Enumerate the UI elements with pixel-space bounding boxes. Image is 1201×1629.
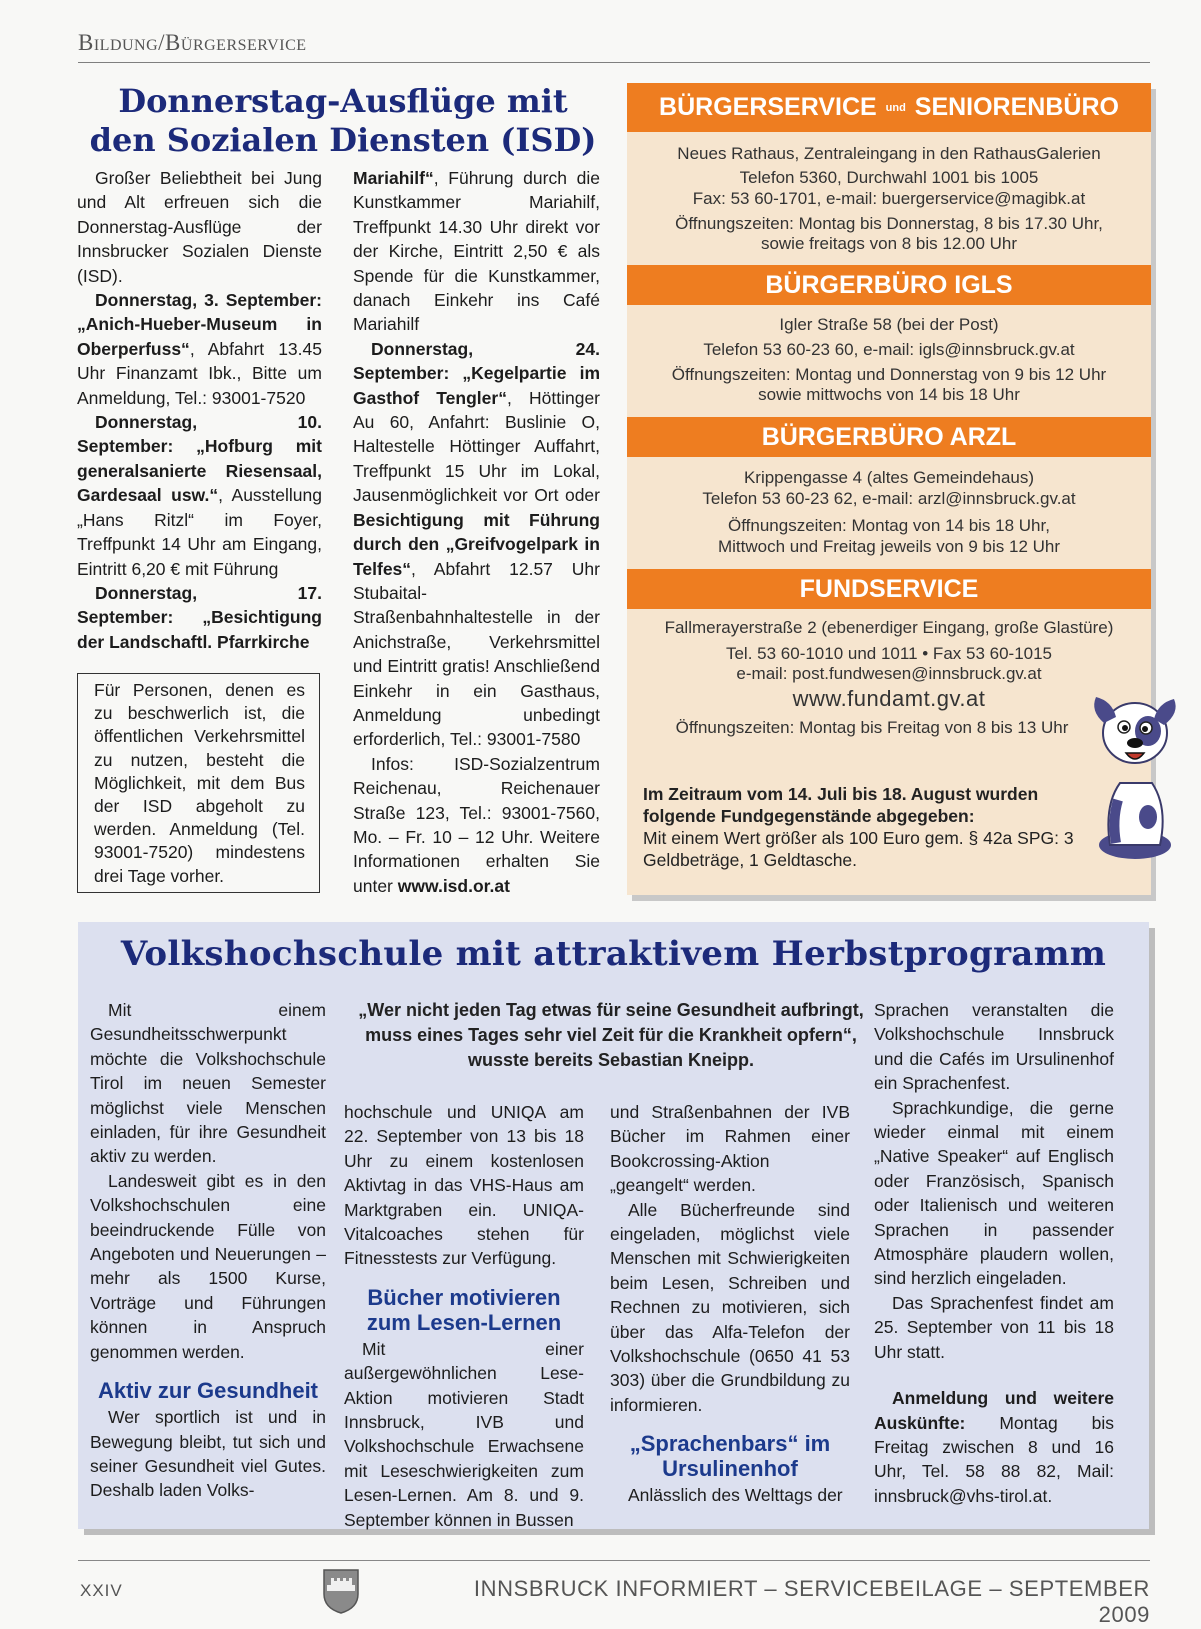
fund-address: Fallmerayerstraße 2 (ebenerdiger Eingang, große Glastüre): [664, 618, 1114, 637]
fund-phone-fax: Tel. 53 60-1010 und 1011 • Fax 53 60-1015: [725, 644, 1053, 663]
innsbruck-crest-icon: [322, 1568, 360, 1614]
isd-trip-10-sept: [77, 410, 322, 581]
kneipp-quote: „Wer nicht jeden Tag etwas für seine Gesundheit aufbringt, muss eines Tages sehr viel Zeit für die Krankheit opfern“, wusste bereits Sebastian Kneipp.: [358, 1000, 864, 1070]
header-divider: [78, 62, 1150, 63]
fundservice-header: FUNDSERVICE: [627, 569, 1151, 609]
vhs-welttag: Anlässlich des Welttags der: [628, 1485, 843, 1506]
isd-trip-3-heading: Donnerstag, 3. September: „Anich-Hueber-Museum in Oberperfuss“: [77, 290, 322, 359]
section-heading: Bildung/Bürgerservice: [78, 30, 307, 55]
vhs-column-3: [610, 1100, 850, 1508]
vhs-panel: [78, 922, 1149, 1529]
heading-aktiv-gesundheit: Aktiv zur Gesundheit: [97, 1378, 319, 1404]
isd-trip-10-heading: Donnerstag, 10. September: „Hofburg mit generalsanierte Riesensaal, Gardesaal usw.“: [77, 412, 322, 506]
isd-infos: [353, 752, 600, 898]
igls-hours-wed: sowie mittwochs von 14 bis 18 Uhr: [758, 385, 1020, 404]
isd-trip-24-heading: Donnerstag, 24. September: „Kegelpartie im Gasthof Tengler“: [353, 338, 600, 408]
vhs-sprachkundige: Sprachkundige, die gerne wieder einmal mit einem „Native Speaker“ auf Englisch oder Französisch, Spanisch oder Italienisch und weiteren Sprachen in passender Atmosphäre plaudern wollen, sind herzlich eingeladen.: [874, 1097, 1114, 1289]
isd-column-1: [77, 166, 322, 654]
buergerservice-hours-friday: sowie freitags von 8 bis 12.00 Uhr: [760, 234, 1018, 253]
isd-intro: Großer Beliebtheit bei Jung und Alt erfreuen sich die Donnerstag-Ausflüge der Innsbrucker Sozialen Dienste (ISD).: [77, 168, 322, 286]
buergerservice-phone: Telefon 5360, Durchwahl 1001 bis 1005: [739, 168, 1039, 187]
buergerservice-fax-email: Fax: 53 60-1701, e-mail: buergerservice@magibk.at: [692, 189, 1086, 208]
isd-trip-24-details: , Höttinger Au 60, Anfahrt: Buslinie O, Haltestelle Höttinger Auffahrt, Treffpunkt 15 Uhr im Lokal, Jausenmöglichkeit vor Ort oder: [353, 387, 600, 506]
isd-trip-24-sept: [353, 337, 600, 752]
fund-hours: Öffnungszeiten: Montag bis Freitag von 8 bis 13 Uhr: [675, 718, 1069, 737]
buergerservice-panel: [627, 83, 1151, 895]
buergerservice-title: BÜRGERSERVICE: [659, 93, 877, 121]
fund-items-note: [643, 783, 1103, 871]
heading-buecher-motivieren: Bücher motivieren zum Lesen-Lernen: [366, 1284, 562, 1335]
isd-trip-17-heading-cont: Mariahilf“: [353, 168, 434, 188]
isd-article-title: [78, 82, 608, 160]
vhs-column-4: [874, 998, 1114, 1508]
footer-publication-title: INNSBRUCK INFORMIERT – SERVICEBEILAGE – SEPTEMBER 2009: [473, 1576, 1150, 1627]
isd-trip-17-heading: Donnerstag, 17. September: „Besichtigung der Landschaftl. Pfarrkirche: [77, 582, 322, 652]
isd-trip-24-alt-details: , Abfahrt 12.57 Uhr Stubaital-Straßenbahnhaltestelle in der Anichstraße, Verkehrsmittel und Eintritt gratis! Anschließend Einkehr in ein Gasthaus, Anmeldung unbedingt erforderlich, Tel.: 93001-7580: [353, 558, 600, 750]
fund-items-list: Mit einem Wert größer als 100 Euro gem. § 42a SPG: 3 Geldbeträge, 1 Geldtasche.: [643, 828, 1074, 870]
arzl-header: BÜRGERBÜRO ARZL: [627, 417, 1151, 457]
arzl-address: Krippengasse 4 (altes Gemeindehaus): [743, 468, 1035, 487]
isd-title-line-1: Donnerstag-Ausflüge mit: [118, 82, 568, 120]
vhs-courses: Landesweit gibt es in den Volkshochschulen eine beeindruckende Fülle von Angeboten und Neuerungen – mehr als 1500 Kurse, Vorträge und Führungen können in Anspruch genommen werden.: [90, 1170, 326, 1362]
vhs-column-1: [90, 998, 326, 1503]
vhs-title: Volkshochschule mit attraktivem Herbstprogramm: [120, 934, 1107, 974]
isd-trip-10-details: , Ausstellung „Hans Ritzl“ im Foyer, Treffpunkt 14 Uhr am Eingang, Eintritt 6,20 € mit Führung: [77, 485, 323, 579]
vhs-bookcrossing: und Straßenbahnen der IVB Bücher im Rahmen einer Bookcrossing-Aktion „geangelt“ werden.: [610, 1102, 850, 1196]
isd-website-link[interactable]: www.isd.or.at: [397, 875, 510, 896]
heading-sprachenbars: „Sprachenbars“ im Ursulinenhof: [629, 1431, 831, 1482]
vhs-sprachenfest-date: Das Sprachenfest findet am 25. September von 11 bis 18 Uhr statt.: [874, 1292, 1114, 1362]
isd-transport-box: Für Personen, denen es zu beschwerlich ist, die öffentlichen Verkehrsmittel zu nutzen, besteht die Möglichkeit, mit dem Bus der ISD abgeholt zu werden. Anmeldung (Tel. 93001-7520) mindestens drei Tage vorher.: [77, 673, 320, 893]
igls-header: BÜRGERBÜRO IGLS: [627, 265, 1151, 305]
isd-column-2: [353, 166, 600, 898]
vhs-anmeldung: [874, 1386, 1114, 1508]
isd-trip-17-continued: [353, 166, 600, 337]
igls-address: Igler Straße 58 (bei der Post): [779, 315, 999, 334]
vhs-aktiv-text: Wer sportlich ist und in Bewegung bleibt, tut sich und seiner Gesundheit viel Gutes. Deshalb laden Volks-: [90, 1407, 326, 1501]
isd-trip-3-sept: [77, 288, 322, 410]
buergerservice-title-und: und: [885, 101, 906, 114]
isd-title-line-2: den Sozialen Diensten (ISD): [89, 121, 597, 159]
isd-trip-3-details: , Abfahrt 13.45 Uhr Finanzamt Ibk., Bitte um Anmeldung, Tel.: 93001-7520: [77, 338, 322, 408]
igls-hours: Öffnungszeiten: Montag und Donnerstag von 9 bis 12 Uhr: [671, 365, 1107, 384]
arzl-hours: Öffnungszeiten: Montag von 14 bis 18 Uhr,: [728, 516, 1050, 535]
fund-website[interactable]: www.fundamt.gv.at: [792, 686, 986, 711]
fund-items-heading: Im Zeitraum vom 14. Juli bis 18. August wurden folgende Fundgegenstände abgegeben:: [643, 784, 1039, 826]
vhs-column-2: [344, 1100, 584, 1532]
page-number: XXIV: [80, 1581, 123, 1600]
vhs-alfa-telefon: Alle Bücherfreunde sind eingeladen, möglichst viele Menschen mit Schwierigkeiten beim Lesen, Schreiben und Rechnen zu motivieren, sich über das Alfa-Telefon der Volkshochschule (0650 41 53 303) über die Grundbildung zu informieren.: [610, 1199, 850, 1415]
fund-email: e-mail: post.fundwesen@innsbruck.gv.at: [736, 664, 1042, 683]
footer-divider: [78, 1560, 1150, 1561]
dog-mascot-illustration: [1090, 695, 1180, 865]
isd-trip-24-alt-heading: Besichtigung mit Führung durch den „Greifvogelpark in Telfes“: [353, 509, 600, 579]
vhs-sprachenfest-intro: Sprachen veranstalten die Volkshochschule Innsbruck und die Cafés im Ursulinenhof ein Sprachenfest.: [874, 1000, 1114, 1094]
vhs-anmeldung-details: Montag bis Freitag zwischen 8 und 16 Uhr, Tel. 58 88 82, Mail: innsbruck@vhs-tirol.at.: [874, 1412, 1114, 1506]
buergerservice-header: [627, 83, 1151, 132]
vhs-anmeldung-heading: Anmeldung und weitere Auskünfte:: [874, 1388, 1114, 1433]
buergerservice-address: Neues Rathaus, Zentraleingang in den RathausGalerien: [677, 144, 1101, 163]
vhs-lese-aktion: Mit einer außergewöhnlichen Lese-Aktion motivieren Stadt Innsbruck, IVB und Volkshochschule Erwachsene mit Leseschwierigkeiten zum Lesen-Lernen. Am 8. und 9. September können in Bussen: [344, 1338, 584, 1530]
isd-trip-17-sept: [77, 581, 322, 654]
arzl-phone-email: Telefon 53 60-23 62, e-mail: arzl@innsbruck.gv.at: [702, 489, 1076, 508]
arzl-hours-wed-fri: Mittwoch und Freitag jeweils von 9 bis 12 Uhr: [717, 537, 1061, 556]
vhs-aktivtag-text: hochschule und UNIQA am 22. September von 13 bis 18 Uhr zu einem kostenlosen Aktivtag in das VHS-Haus am Marktgraben ein. UNIQA-Vitalcoaches stehen für Fitnesstests zur Verfügung.: [344, 1102, 584, 1269]
buergerservice-hours: Öffnungszeiten: Montag bis Donnerstag, 8 bis 17.30 Uhr,: [675, 214, 1103, 233]
vhs-intro: Mit einem Gesundheitsschwerpunkt möchte die Volkshochschule Tirol im neuen Semester möglichst viele Menschen einladen, für ihre Gesundheit aktiv zu werden.: [90, 1000, 326, 1167]
isd-trip-17-details: , Führung durch die Kunstkammer Mariahilf, Treffpunkt 14.30 Uhr direkt vor der Kirche, Eintritt 2,50 € als Spende für die Kunstkammer, danach Einkehr ins Café Mariahilf: [353, 168, 600, 335]
seniorenbuero-title: SENIORENBÜRO: [914, 93, 1119, 121]
isd-infos-text: Infos: ISD-Sozialzentrum Reichenau, Reichenauer Straße 123, Tel.: 93001-7560, Mo. – Fr. 10 – 12 Uhr. Weitere Informationen erhalten Sie unter: [353, 753, 600, 896]
igls-phone-email: Telefon 53 60-23 60, e-mail: igls@innsbruck.gv.at: [703, 340, 1075, 359]
